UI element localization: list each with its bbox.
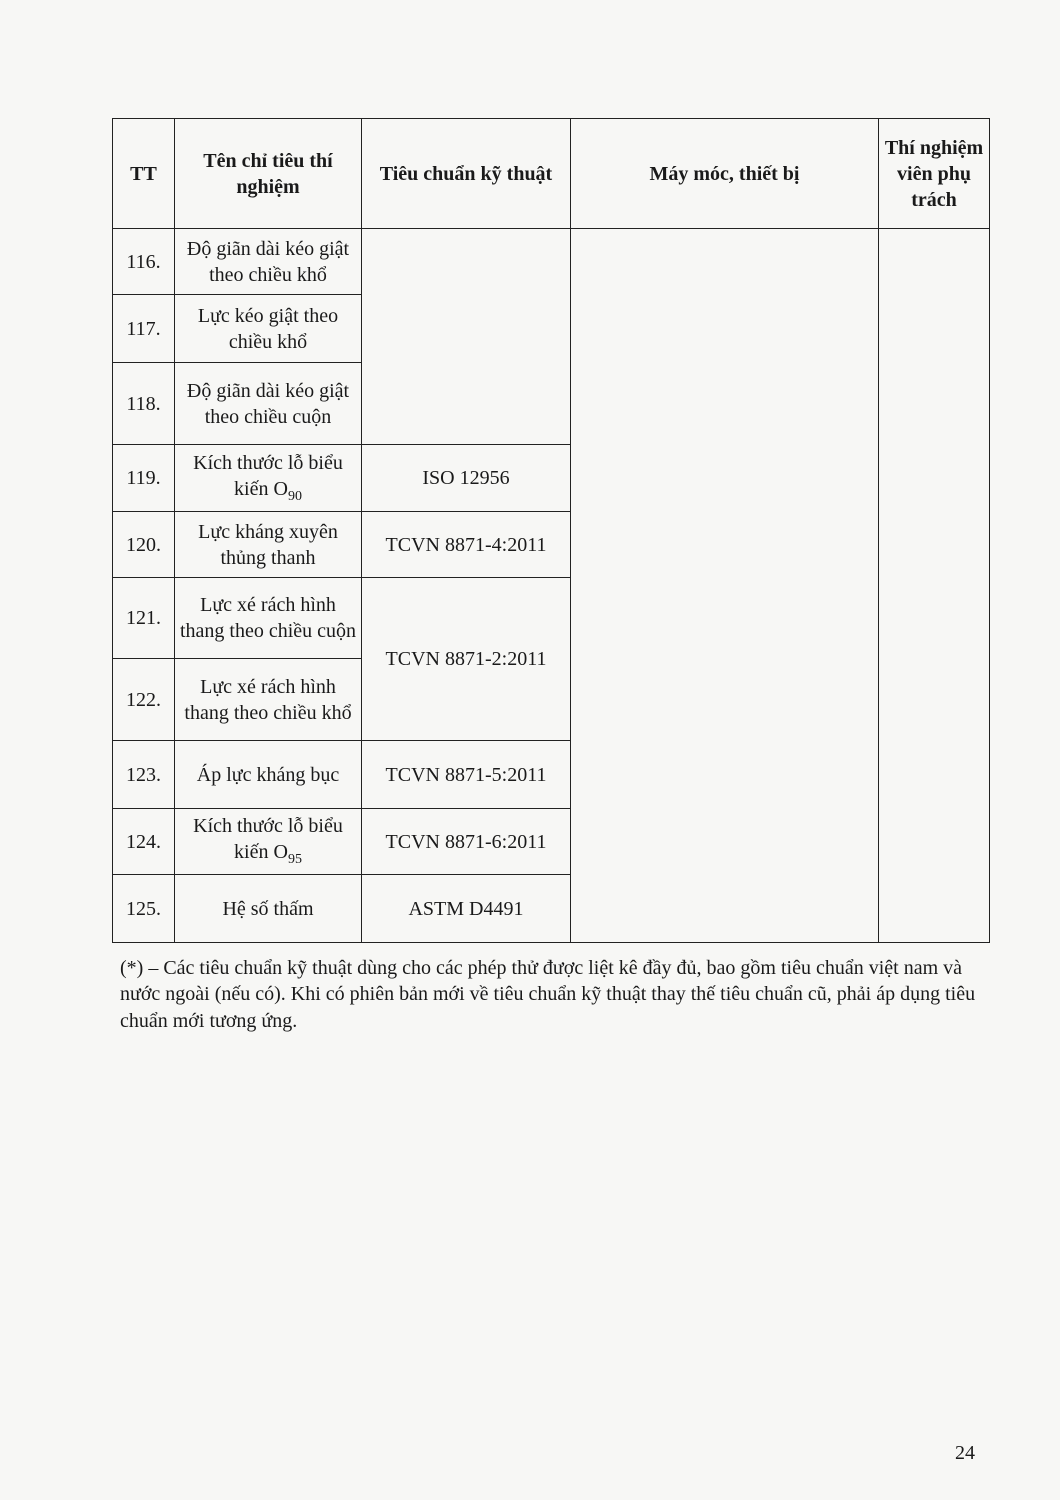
subscript: 95: [287, 852, 302, 868]
header-equipment: Máy móc, thiết bị: [571, 119, 879, 229]
row-number: 121.: [113, 578, 175, 659]
equipment-cell-empty: [571, 229, 879, 943]
standard: TCVN 8871-2:2011: [362, 578, 571, 741]
row-number: 118.: [113, 363, 175, 445]
row-number: 122.: [113, 659, 175, 741]
row-number: 123.: [113, 741, 175, 809]
standard: TCVN 8871-5:2011: [362, 741, 571, 809]
subscript: 90: [287, 488, 302, 504]
row-number: 117.: [113, 295, 175, 363]
test-standards-table: [112, 118, 990, 943]
header-test-name: Tên chỉ tiêu thí nghiệm: [175, 119, 362, 229]
table-row: [113, 229, 990, 295]
test-name: Kích thước lỗ biểu kiến $O_{90}$: [175, 445, 362, 512]
row-number: 120.: [113, 512, 175, 578]
page-number: 24: [955, 1442, 975, 1464]
test-name: Kích thước lỗ biểu kiến $O_{95}$: [175, 809, 362, 875]
test-name: Lực kháng xuyên thủng thanh: [175, 512, 362, 578]
test-name: Áp lực kháng bục: [175, 741, 362, 809]
standard: ISO 12956: [362, 445, 571, 512]
standard: TCVN 8871-6:2011: [362, 809, 571, 875]
standard: ASTM D4491: [362, 875, 571, 943]
row-number: 116.: [113, 229, 175, 295]
row-number: 119.: [113, 445, 175, 512]
test-name: Hệ số thấm: [175, 875, 362, 943]
standard-cell-empty: [362, 229, 571, 445]
test-name: Độ giãn dài kéo giật theo chiều cuộn: [175, 363, 362, 445]
header-tester: Thí nghiệm viên phụ trách: [879, 119, 990, 229]
header-tt: TT: [113, 119, 175, 229]
tester-cell-empty: [879, 229, 990, 943]
test-name: Độ giãn dài kéo giật theo chiều khổ: [175, 229, 362, 295]
header-standard: Tiêu chuẩn kỹ thuật: [362, 119, 571, 229]
test-name: Lực xé rách hình thang theo chiều cuộn: [175, 578, 362, 659]
row-number: 124.: [113, 809, 175, 875]
table-header-row: [113, 119, 990, 229]
standard: TCVN 8871-4:2011: [362, 512, 571, 578]
test-name: Lực xé rách hình thang theo chiều khổ: [175, 659, 362, 741]
row-number: 125.: [113, 875, 175, 943]
test-name: Lực kéo giật theo chiều khổ: [175, 295, 362, 363]
footnote: (*) – Các tiêu chuẩn kỹ thuật dùng cho các phép thử được liệt kê đầy đủ, bao gồm tiêu chuẩn việt nam và nước ngoài (nếu có). Khi có phiên bản mới về tiêu chuẩn kỹ thuật thay thế tiêu chuẩn cũ, phải áp dụng tiêu chuẩn mới tương ứng.: [120, 957, 976, 1032]
